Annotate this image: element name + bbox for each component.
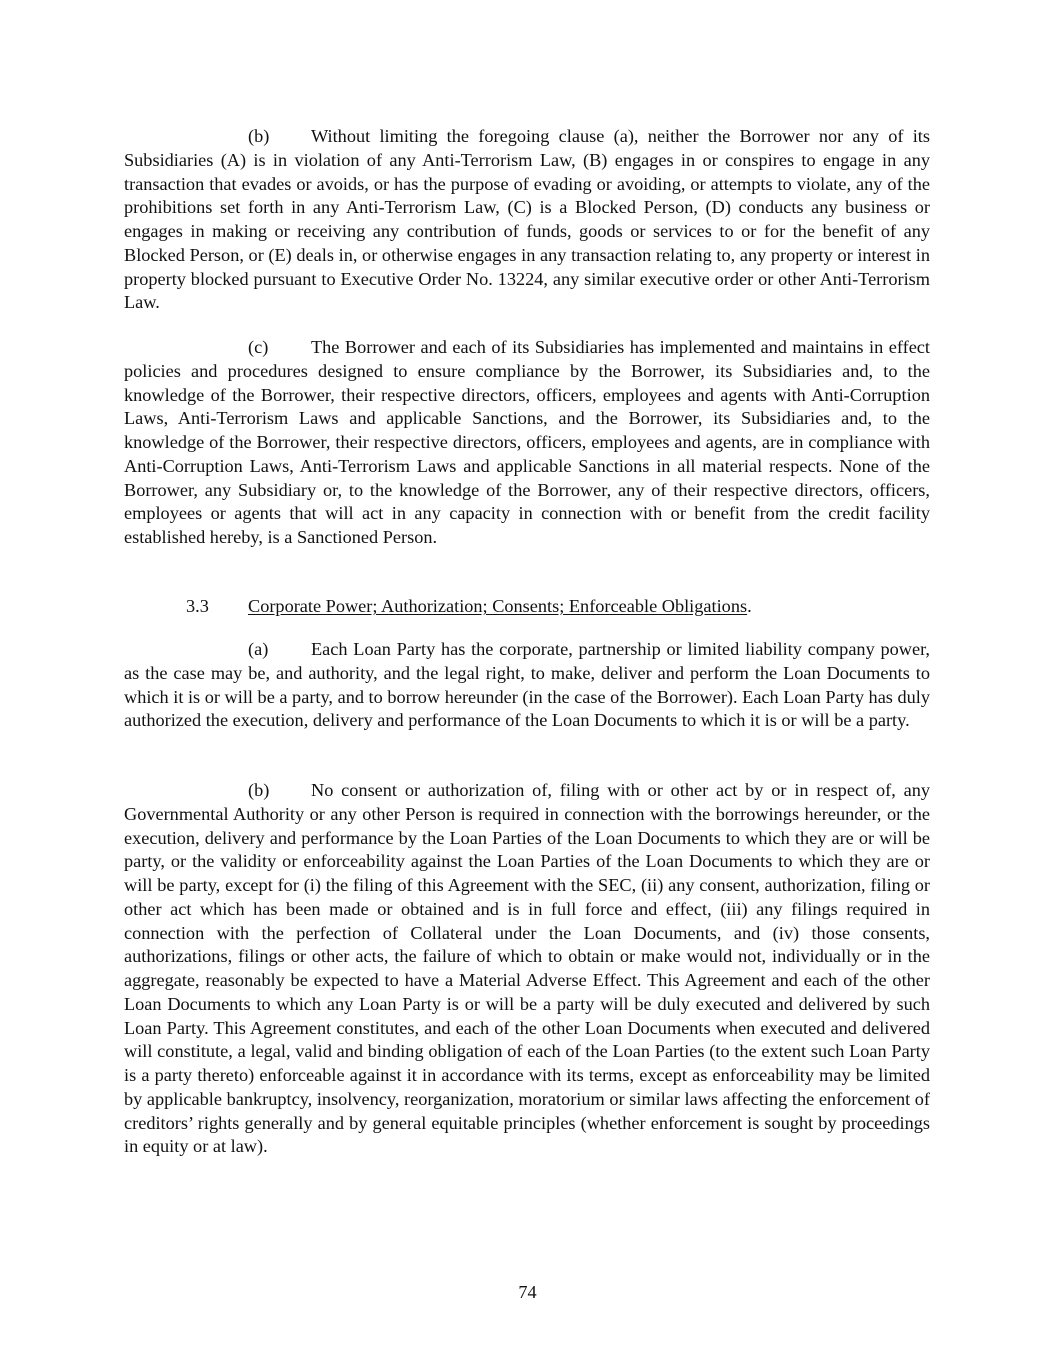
section-title-period: .	[747, 596, 752, 616]
paragraph-b-consents	[124, 779, 930, 1159]
section-heading	[186, 595, 752, 619]
paragraph-a-corporate-power	[124, 638, 930, 733]
paragraph-text: No consent or authorization of, filing with or other act by or in respect of, any Governmental Authority or any other Person is required in connection with the borrowings hereunder, or the execution, delivery and performance by the Loan Parties of the Loan Documents to which they are or will be party, or the validity or enforceability against the Loan Parties of the Loan Documents to which they are or will be party, except for (i) the filing of this Agreement with the SEC, (ii) any consent, authorization, filing or other act which has been made or obtained and is in full force and effect, (iii) any filings required in connection with the perfection of Collateral under the Loan Documents, and (iv) those consents, authorizations, filings or other acts, the failure of which to obtain or make would not, individually or in the aggregate, reasonably be expected to have a Material Adverse Effect. This Agreement and each of the other Loan Documents to which any Loan Party is or will be a party will be duly executed and delivered by such Loan Party. This Agreement constitutes, and each of the other Loan Documents when executed and delivered will constitute, a legal, valid and binding obligation of each of the Loan Parties (to the extent such Loan Party is a party thereto) enforceable against it in accordance with its terms, except as enforceability may be limited by applicable bankruptcy, insolvency, reorganization, moratorium or similar laws affecting the enforcement of creditors’ rights generally and by general equitable principles (whether enforcement is sought by proceedings in equity or at law).	[124, 780, 930, 1157]
paragraph-c-compliance	[124, 336, 930, 550]
section-number: 3.3	[186, 596, 209, 616]
paragraph-text: The Borrower and each of its Subsidiaries has implemented and maintains in effect policies and procedures designed to ensure compliance by the Borrower, its Subsidiaries and, to the knowledge of the Borrower, their respective directors, officers, employees and agents with Anti-Corruption Laws, Anti-Terrorism Laws and applicable Sanctions, and the Borrower, its Subsidiaries and, to the knowledge of the Borrower, their respective directors, officers, employees and agents, are in compliance with Anti-Corruption Laws, Anti-Terrorism Laws and applicable Sanctions in all material respects. None of the Borrower, any Subsidiary or, to the knowledge of the Borrower, any of their respective directors, officers, employees or agents that will act in any capacity in connection with or benefit from the credit facility established hereby, is a Sanctioned Person.	[124, 337, 930, 547]
paragraph-marker: (b)	[248, 780, 270, 800]
paragraph-b-anti-terrorism	[124, 125, 930, 315]
paragraph-text: Without limiting the foregoing clause (a), neither the Borrower nor any of its Subsidiaries (A) is in violation of any Anti-Terrorism Law, (B) engages in or conspires to engage in any transaction that evades or avoids, or has the purpose of evading or avoiding, or attempts to violate, any of the prohibitions set forth in any Anti-Terrorism Law, (C) is a Blocked Person, (D) conducts any business or engages in making or receiving any contribution of funds, goods or services to or for the benefit of any Blocked Person, or (E) deals in, or otherwise engages in any transaction relating to, any property or interest in property blocked pursuant to Executive Order No. 13224, any similar executive order or other Anti-Terrorism Law.	[124, 126, 930, 313]
page-number: 74	[518, 1282, 537, 1302]
paragraph-text: Each Loan Party has the corporate, partnership or limited liability company power, as the case may be, and authority, and the legal right, to make, deliver and perform the Loan Documents to which it is or will be a party, and to borrow hereunder (in the case of the Borrower). Each Loan Party has duly authorized the execution, delivery and performance of the Loan Documents to which it is or will be a party.	[124, 639, 930, 731]
section-title: Corporate Power; Authorization; Consents; Enforceable Obligations	[248, 596, 748, 616]
paragraph-marker: (a)	[248, 639, 269, 659]
paragraph-marker: (b)	[248, 126, 270, 146]
paragraph-marker: (c)	[248, 337, 269, 357]
